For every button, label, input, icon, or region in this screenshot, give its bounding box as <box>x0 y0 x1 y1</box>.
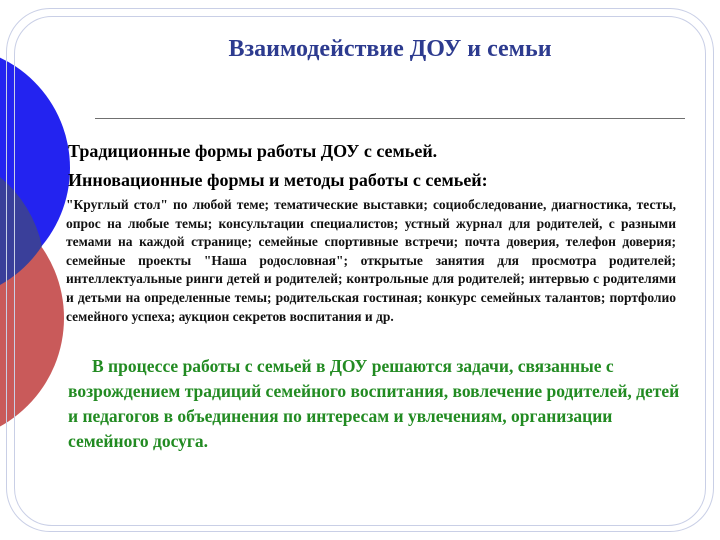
heading-traditional-forms: Традиционные формы работы ДОУ с семьей. <box>68 141 438 161</box>
conclusion-paragraph: В процессе работы с семьей в ДОУ решаются задачи, связанные с возрождением традиций семейного воспитания, вовлечение родителей, детей и педагогов в объединения по интересам и увлечениям, организации семейного досуга. <box>68 356 680 451</box>
innovative-forms-list: "Круглый стол" по любой теме; тематические выставки; социобследование, диагностика, тесты, опрос на любые темы; консультации специалистов; устный журнал для родителей, с разными темами на каждой странице; семейные спортивные встречи; почта доверия, телефон доверия; семейные проекты "Наша родословная"; открытые занятия для просмотра родителей; интеллектуальные ринги детей и родителей; контрольные для родителей; интервью с родителями и детьми на определенные темы; родительская гостиная; конкурс семейных талантов; портфолио семейного успеха; аукцион секретов воспитания и др. <box>66 197 676 324</box>
title-divider <box>95 118 685 119</box>
slide-title: Взаимодействие ДОУ и семьи <box>228 36 552 62</box>
heading-innovative-forms: Инновационные формы и методы работы с семьей: <box>68 170 488 190</box>
